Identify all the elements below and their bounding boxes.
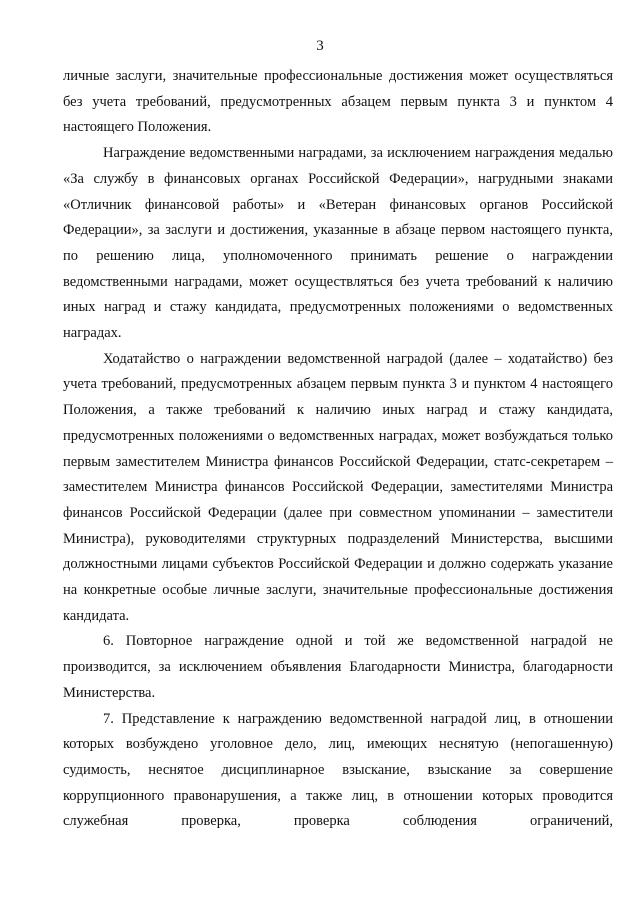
document-body [63,64,613,835]
paragraph-item-7: 7. Представление к награждению ведомственной наградой лиц, в отношении которых возбуждено уголовное дело, лиц, имеющих неснятую (непогашенную) судимость, неснятое дисциплинарное взыскание, взыскание за совершение коррупционного правонарушения, а также лиц, в отношении которых проводится служебная проверка, проверка соблюдения ограничений, [63,710,613,830]
page-number: 3 [316,38,324,54]
paragraph-petition: Ходатайство о награждении ведомственной наградой (далее – ходатайство) без учета требований, предусмотренных абзацем первым пункта 3 и пунктом 4 настоящего Положения, а также требований к наличию иных наград и стажу кандидата, предусмотренных положениями о ведомственных наградах, может возбуждаться только первым заместителем Министра финансов Российской Федерации, статс-секретарем – заместителем Министра финансов Российской Федерации, заместителями Министра финансов Российской Федерации (далее при совместном упоминании – заместители Министра), руководителями структурных подразделений Министерства, высшими должностными лицами субъектов Российской Федерации и должно содержать указание на конкретные особые личные заслуги, значительные профессиональные достижения кандидата. [63,350,613,624]
paragraph-award-exceptions: Награждение ведомственными наградами, за исключением награждения медалью «За службу в финансовых органах Российской Федерации», нагрудными знаками «Отличник финансовой работы» и «Ветеран финансовых органов Российской Федерации», за заслуги и достижения, указанные в абзаце первом настоящего пункта, по решению лица, уполномоченного принимать решение о награждении ведомственными наградами, может осуществляться без учета требований к наличию иных наград и стажу кандидата, предусмотренных положениями о ведомственных наградах. [63,145,613,342]
paragraph-continuation: личные заслуги, значительные профессиональные достижения может осуществляться без учета требований, предусмотренных абзацем первым пункта 3 и пунктом 4 настоящего Положения. [63,68,613,136]
paragraph-item-6: 6. Повторное награждение одной и той же ведомственной наградой не производится, за исключением объявления Благодарности Министра, благодарности Министерства. [63,633,613,701]
